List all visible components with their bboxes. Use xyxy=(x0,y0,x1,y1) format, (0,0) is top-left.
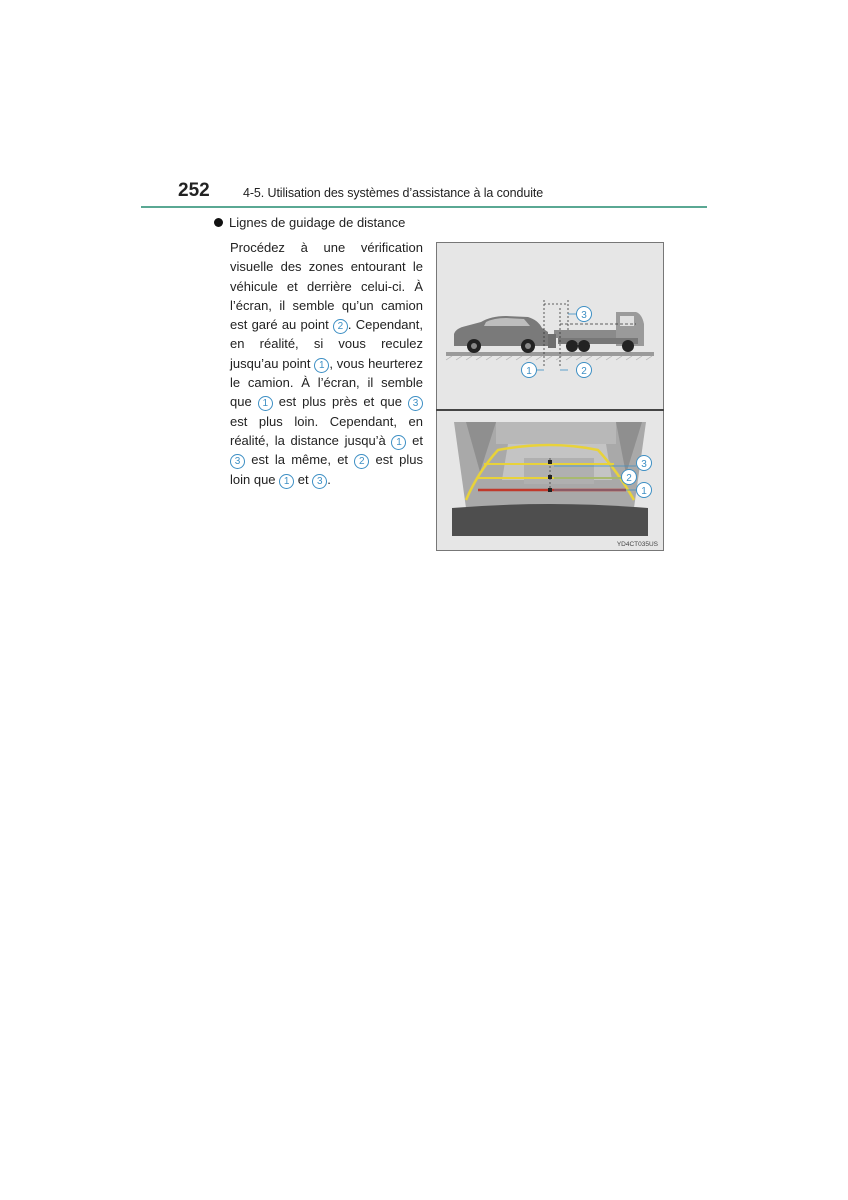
circled-number-1: 1 xyxy=(258,396,273,411)
page-number: 252 xyxy=(178,180,210,201)
callout-label: 2 xyxy=(626,473,632,484)
callout-2-top xyxy=(577,363,592,378)
paragraph-segment: et xyxy=(406,432,423,448)
paragraph-segment: , vous heurterez le camion. À l’écran, il semble que xyxy=(230,355,423,410)
callout-1-bottom xyxy=(637,483,652,498)
circled-number-2: 2 xyxy=(333,319,348,334)
callout-3-top xyxy=(577,307,592,322)
paragraph-segment: Procédez à une vérification visuelle des zones entourant le véhicule et derrière celui-ci. À l’écran, il semble qu’un camion est garé au point xyxy=(230,240,423,333)
section-title: 4-5. Utilisation des systèmes d’assistance à la conduite xyxy=(243,186,544,200)
paragraph-segment: est plus près et que xyxy=(272,394,408,410)
circled-number-3: 3 xyxy=(408,396,423,411)
paragraph-segment: . xyxy=(327,471,331,487)
callout-3-bottom xyxy=(637,456,652,471)
image-code: YD4CT035US xyxy=(616,541,658,548)
bullet-icon xyxy=(214,218,223,227)
circled-number-2: 2 xyxy=(354,454,369,469)
circled-number-1: 1 xyxy=(314,358,329,373)
header-divider xyxy=(141,206,707,208)
callout-1-top xyxy=(522,363,537,378)
callout-label: 2 xyxy=(581,366,587,377)
paragraph-segment: et xyxy=(294,471,313,487)
circled-number-3: 3 xyxy=(230,454,245,469)
paragraph-segment: est plus loin. Cependant, en réalité, la distance jusqu’à xyxy=(230,413,423,448)
bullet-heading: Lignes de guidage de distance xyxy=(229,215,406,230)
bullet-heading-row xyxy=(214,215,405,230)
paragraph-segment: est plus loin que xyxy=(230,452,423,487)
circled-number-3: 3 xyxy=(312,474,327,489)
paragraph-segment: est la même, et xyxy=(245,452,355,468)
callout-2-bottom xyxy=(622,470,637,485)
distance-guide-illustration xyxy=(436,242,664,551)
ground xyxy=(446,352,654,356)
body-paragraph xyxy=(230,238,423,489)
callout-label: 3 xyxy=(581,310,587,321)
callout-label: 3 xyxy=(641,459,647,470)
callout-label: 1 xyxy=(526,366,532,377)
callout-label: 1 xyxy=(641,486,647,497)
circled-number-1: 1 xyxy=(279,474,294,489)
paragraph-text xyxy=(230,238,423,489)
circled-number-1: 1 xyxy=(391,435,406,450)
paragraph-segment: . Cependant, en réalité, si vous reculez jusqu’au point xyxy=(230,317,423,371)
